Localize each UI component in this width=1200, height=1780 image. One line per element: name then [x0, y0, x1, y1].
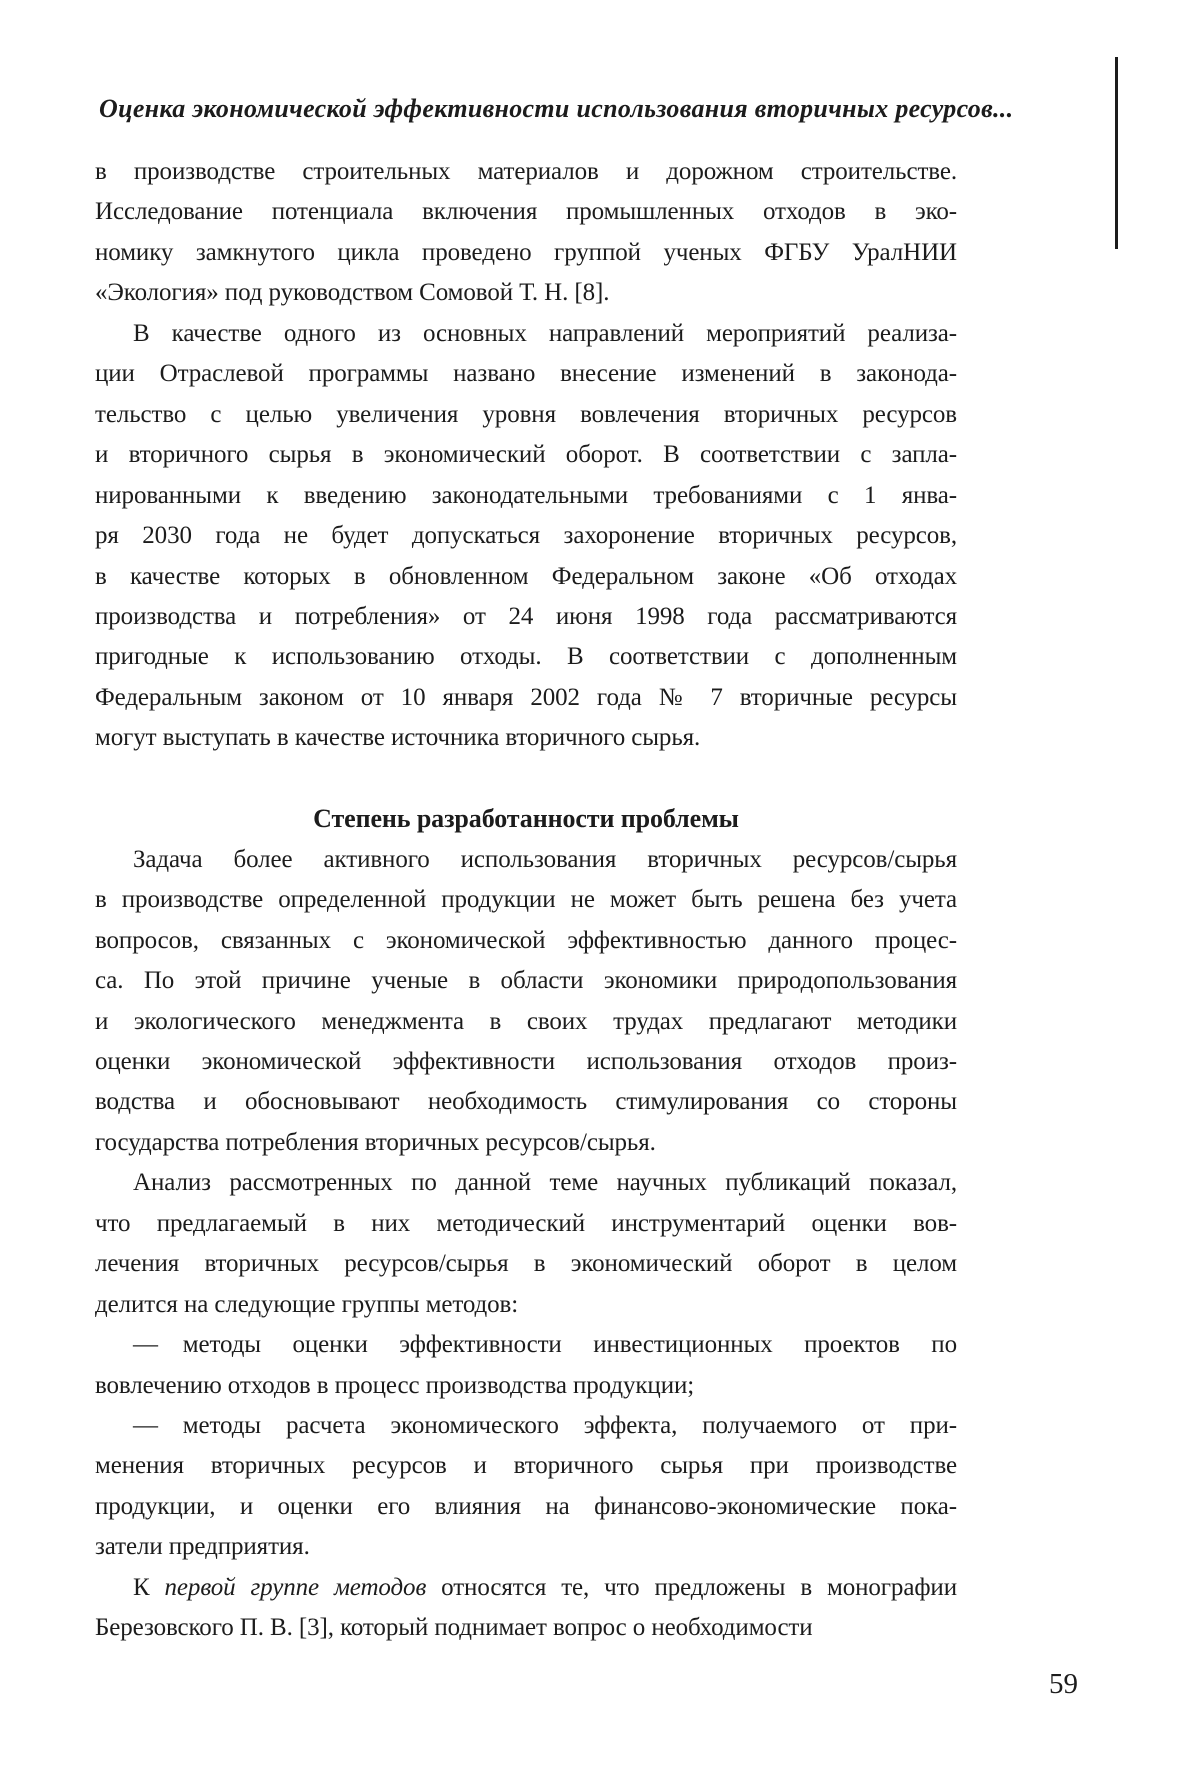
text-line	[95, 516, 957, 556]
text-line	[95, 1527, 957, 1567]
running-head: Оценка экономической эффективности использования вторичных ресурсов...	[99, 94, 1014, 123]
italic-text-segment: первой группе методов	[164, 1573, 427, 1601]
text-segment: делится на следующие группы методов:	[95, 1290, 519, 1318]
text-line	[95, 395, 957, 435]
page-body	[95, 152, 957, 1649]
text-line	[95, 1446, 957, 1486]
text-line	[95, 1123, 957, 1163]
text-segment: в качестве которых в обновленном Федеральном законе «Об отходах	[95, 562, 957, 590]
text-line	[95, 435, 957, 475]
text-segment: Федеральным законом от 10 января 2002 года № 7 вторичные ресурсы	[95, 683, 957, 711]
text-segment: ции Отраслевой программы названо внесение изменений в законода-	[95, 360, 957, 388]
text-line	[95, 354, 957, 394]
text-segment: нированными к введению законодательными требованиями с 1 янва-	[95, 481, 957, 509]
text-line	[95, 718, 957, 758]
text-segment: тельство с целью увеличения уровня вовлечения вторичных ресурсов	[95, 400, 957, 428]
text-segment: что предлагаемый в них методический инструментарий оценки вов-	[95, 1209, 957, 1237]
text-segment: номику замкнутого цикла проведено группой ученых ФГБУ УралНИИ	[95, 238, 957, 266]
text-segment: лечения вторичных ресурсов/сырья в экономический оборот в целом	[95, 1250, 957, 1278]
text-line	[95, 637, 957, 677]
text-line	[95, 921, 957, 961]
text-segment: са. По этой причине ученые в области экономики природопользования	[95, 967, 957, 995]
text-line	[95, 1608, 957, 1648]
text-segment: относятся те, что предложены в монографии	[426, 1573, 957, 1601]
text-segment: вопросов, связанных с экономической эффективностью данного процес-	[95, 926, 957, 954]
text-segment: оценки экономической эффективности использования отходов произ-	[95, 1047, 957, 1075]
text-segment: К	[133, 1573, 165, 1601]
text-segment: пригодные к использованию отходы. В соответствии с дополненным	[95, 643, 957, 671]
text-segment: Исследование потенциала включения промышленных отходов в эко-	[95, 198, 957, 226]
text-line	[95, 476, 957, 516]
text-segment: и экологического менеджмента в своих трудах предлагают методики	[95, 1007, 957, 1035]
text-line	[95, 192, 957, 232]
text-segment: государства потребления вторичных ресурсов/сырья.	[95, 1128, 656, 1156]
text-segment: менения вторичных ресурсов и вторичного сырья при производстве	[95, 1452, 957, 1480]
text-segment: могут выступать в качестве источника вторичного сырья.	[95, 724, 701, 752]
text-line	[95, 233, 957, 273]
text-segment: и вторичного сырья в экономический оборот. В соответствии с запла-	[95, 441, 957, 469]
text-segment: ря 2030 года не будет допускаться захоронение вторичных ресурсов,	[95, 522, 957, 550]
text-line	[95, 1487, 957, 1527]
text-line	[95, 1002, 957, 1042]
text-line	[95, 678, 957, 718]
text-segment: в производстве определенной продукции не может быть решена без учета	[95, 886, 957, 914]
text-segment: «Экология» под руководством Сомовой Т. Н. [8].	[95, 279, 610, 307]
text-line	[95, 1163, 957, 1203]
text-line	[95, 152, 957, 192]
text-line	[95, 880, 957, 920]
text-line	[95, 597, 957, 637]
text-segment: Анализ рассмотренных по данной теме научных публикаций показал,	[133, 1169, 957, 1197]
text-segment: — методы расчета экономического эффекта, получаемого от при-	[133, 1412, 957, 1440]
text-line	[95, 557, 957, 597]
text-segment: В качестве одного из основных направлений мероприятий реализа-	[133, 319, 957, 347]
text-segment: — методы оценки эффективности инвестиционных проектов по	[133, 1331, 957, 1359]
text-line	[95, 273, 957, 313]
text-line	[95, 1325, 957, 1365]
text-segment: вовлечению отходов в процесс производства продукции;	[95, 1371, 695, 1399]
text-segment: затели предприятия.	[95, 1533, 310, 1561]
text-line	[95, 961, 957, 1001]
text-segment: продукции, и оценки его влияния на финансово-экономические пока-	[95, 1492, 957, 1520]
text-line	[95, 1244, 957, 1284]
text-line	[95, 840, 957, 880]
text-segment: водства и обосновывают необходимость стимулирования со стороны	[95, 1088, 957, 1116]
text-segment: производства и потребления» от 24 июня 1998 года рассматриваются	[95, 602, 957, 630]
section-heading: Степень разработанности проблемы	[313, 804, 739, 834]
text-line	[95, 1285, 957, 1325]
margin-rule	[1115, 57, 1118, 249]
text-line	[95, 1042, 957, 1082]
text-segment: в производстве строительных материалов и дорожном строительстве.	[95, 158, 957, 185]
text-line	[95, 314, 957, 354]
text-segment: Березовского П. В. [3], который поднимает вопрос о необходимости	[95, 1614, 813, 1642]
text-line	[95, 1204, 957, 1244]
text-line	[95, 1366, 957, 1406]
text-line	[95, 1568, 957, 1608]
text-segment: Задача более активного использования вторичных ресурсов/сырья	[133, 845, 957, 873]
text-line	[95, 1082, 957, 1122]
page-number: 59	[1049, 1668, 1078, 1700]
text-line	[95, 1406, 957, 1446]
